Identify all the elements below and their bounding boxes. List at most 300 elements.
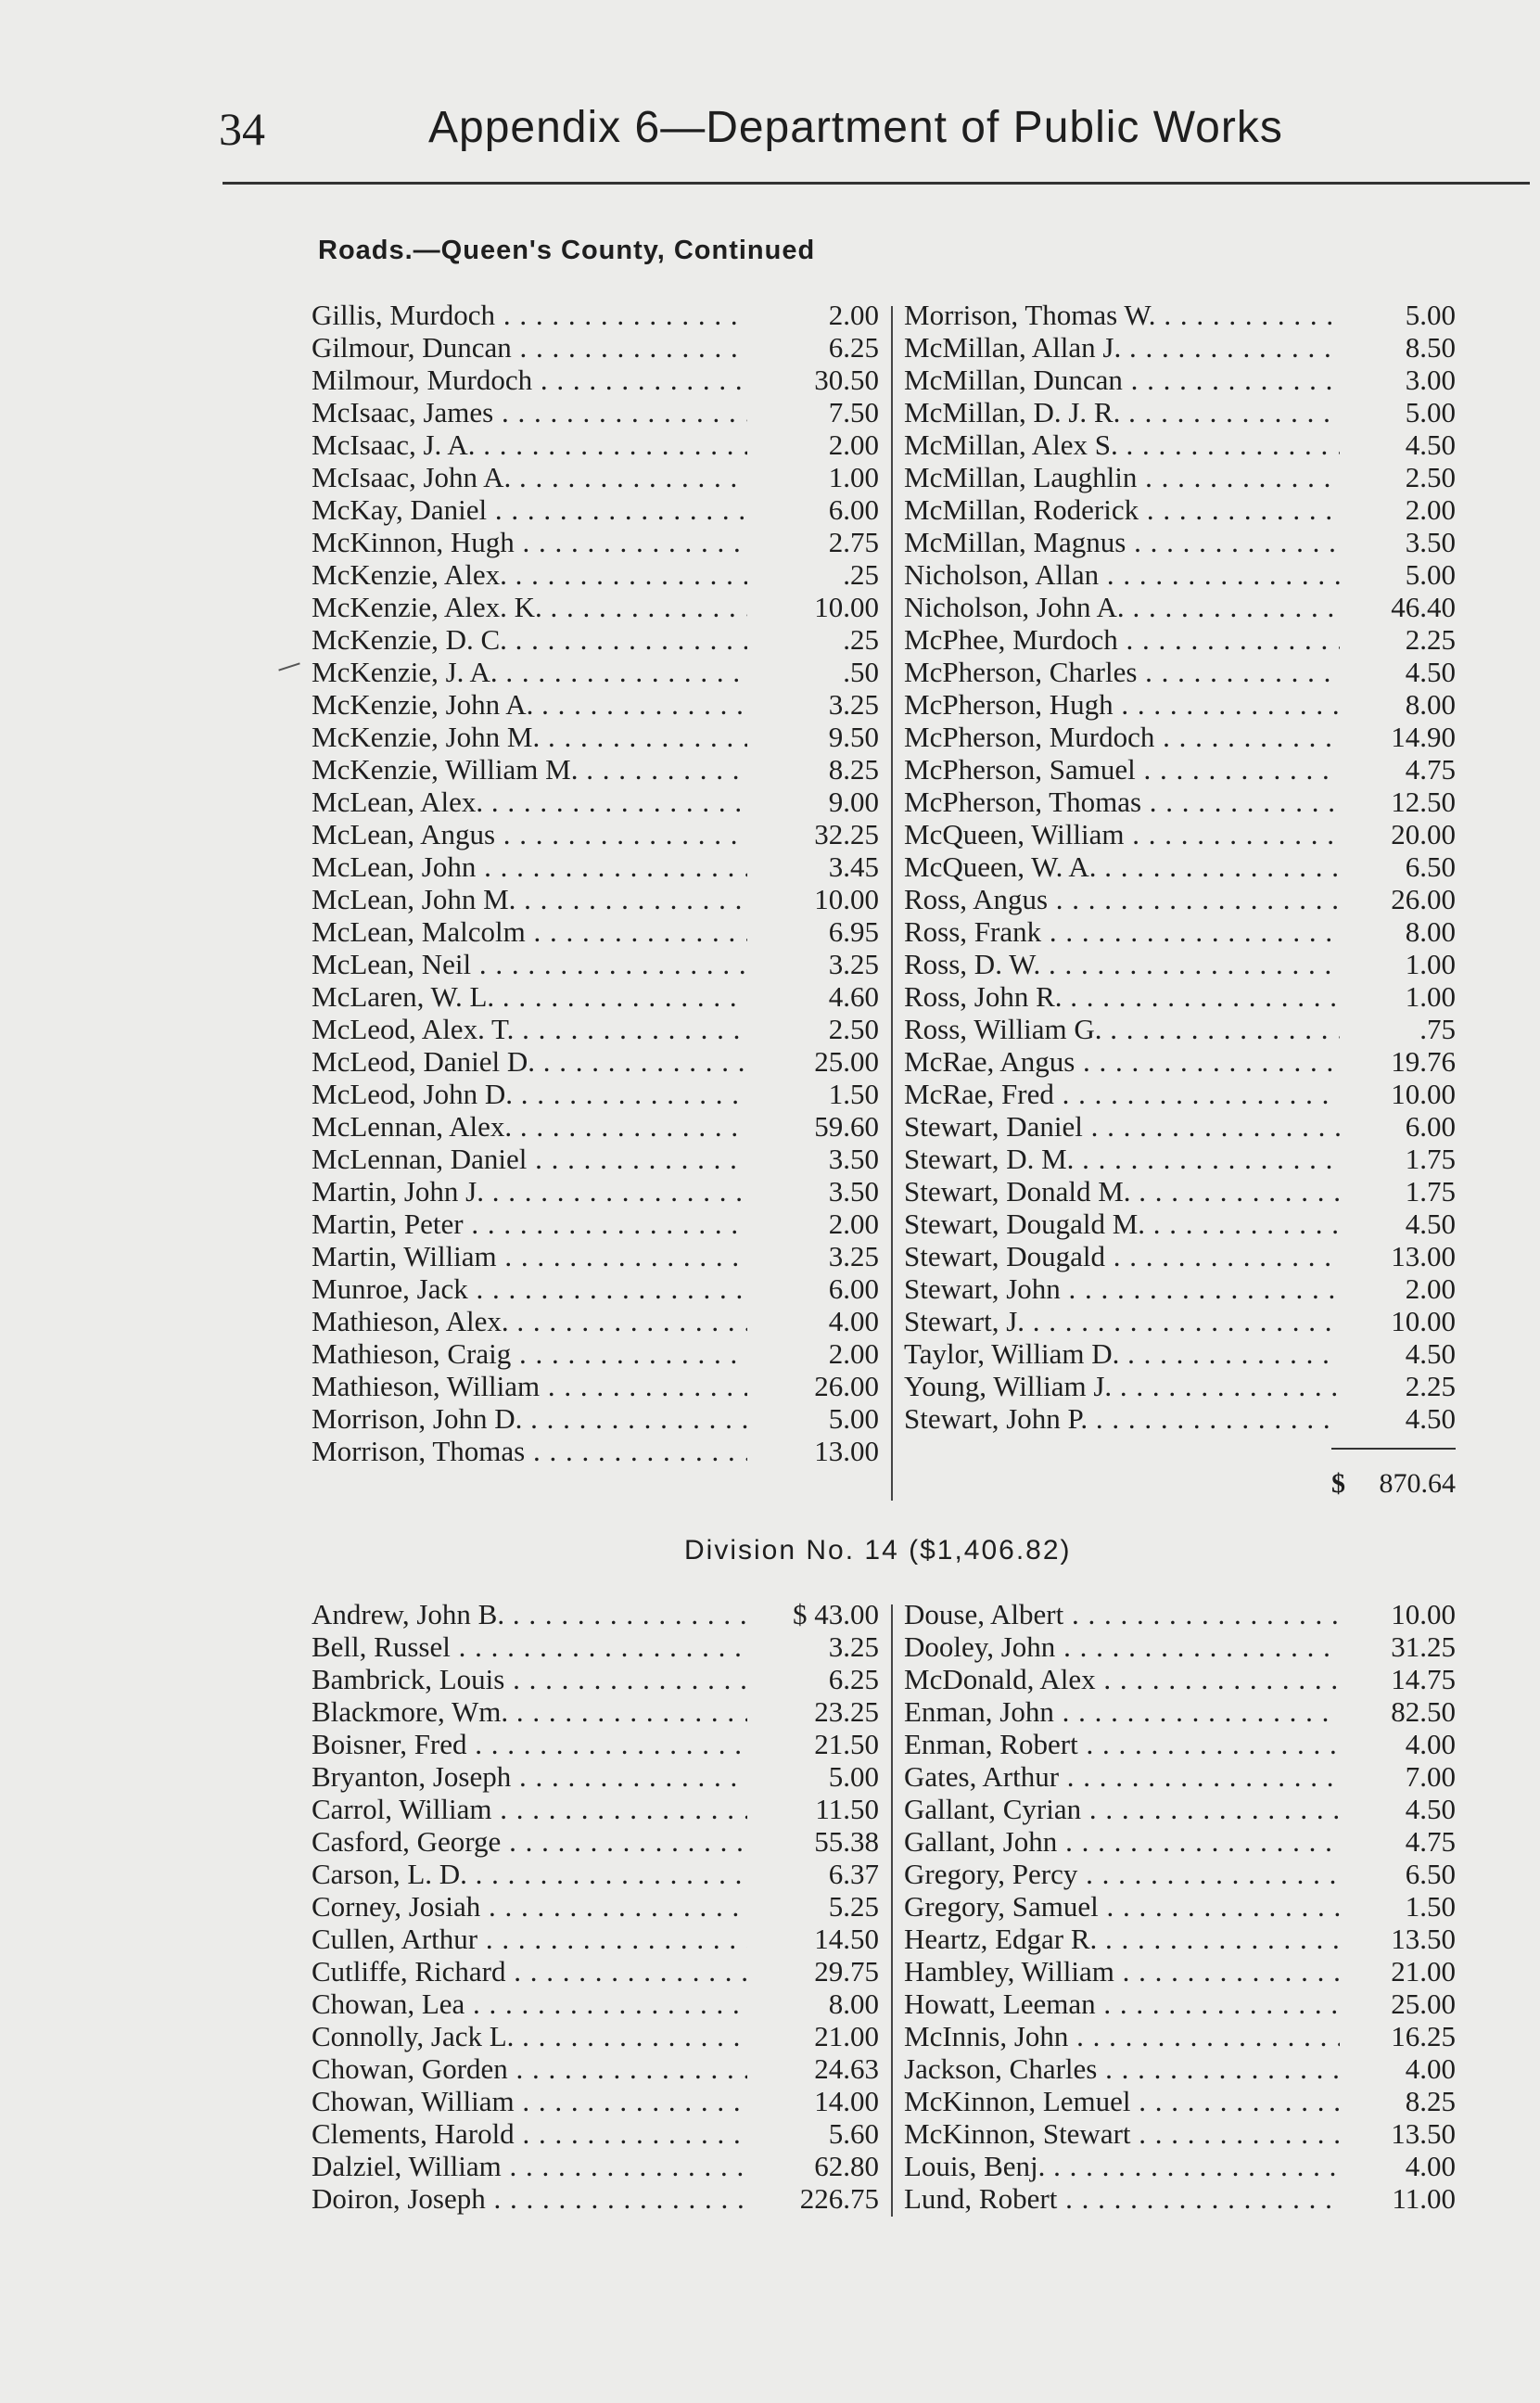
payment-amount: 10.00	[1391, 1305, 1456, 1337]
table-row	[312, 1208, 879, 1240]
table-row	[312, 2150, 879, 2182]
payee-name: McKenzie, William M. . . .	[312, 753, 747, 786]
payment-amount: 14.75	[1391, 1663, 1456, 1695]
payee-name: McLean, John . . .	[312, 850, 747, 884]
payee-name: Cullen, Arthur . . .	[312, 1923, 747, 1956]
payment-amount: 30.50	[814, 364, 879, 396]
table-row	[312, 2052, 879, 2085]
table-row	[904, 526, 1456, 558]
table-row	[904, 1402, 1456, 1435]
payment-amount: 2.75	[828, 526, 879, 558]
payment-amount: 2.50	[1405, 461, 1456, 493]
table-row	[904, 331, 1456, 364]
payment-amount: 4.00	[1405, 2150, 1456, 2182]
table-row	[312, 1988, 879, 2020]
table-row	[312, 1272, 879, 1305]
payment-amount: 19.76	[1391, 1045, 1456, 1078]
table-row	[904, 1143, 1456, 1175]
payment-amount: 13.00	[1391, 1240, 1456, 1272]
table-row	[904, 1078, 1456, 1110]
payment-amount: 3.50	[828, 1175, 879, 1208]
payee-name: Cutliffe, Richard . . .	[312, 1955, 747, 1988]
table-row	[312, 1630, 879, 1663]
table-row	[312, 428, 879, 461]
table-row	[904, 818, 1456, 850]
table-row	[904, 623, 1456, 656]
table-row	[312, 591, 879, 623]
page-header	[219, 102, 1331, 167]
payee-name: Ross, D. W. . . .	[904, 948, 1340, 981]
table-row	[312, 1663, 879, 1695]
payee-name: Mathieson, Alex. . . .	[312, 1305, 747, 1338]
payee-name: McKinnon, Lemuel . . .	[904, 2085, 1340, 2118]
table-row	[312, 1793, 879, 1825]
payment-amount: 3.25	[828, 1240, 879, 1272]
payee-name: McMillan, Laughlin . . .	[904, 461, 1340, 494]
payee-name: McLean, Neil . . .	[312, 948, 747, 981]
table-row	[904, 1272, 1456, 1305]
payment-amount: $ 43.00	[793, 1598, 879, 1630]
payment-amount: 3.25	[828, 1630, 879, 1663]
table-row	[904, 2182, 1456, 2215]
table-row	[904, 1923, 1456, 1955]
payee-name: McKenzie, D. C. . . .	[312, 623, 747, 657]
payee-name: McKenzie, Alex. . . .	[312, 558, 747, 592]
payment-amount: 4.00	[1405, 1728, 1456, 1760]
payment-amount: 10.00	[814, 883, 879, 915]
payee-name: Casford, George . . .	[312, 1825, 747, 1859]
payment-amount: 21.00	[1391, 1955, 1456, 1988]
column-divider	[891, 1604, 893, 2217]
running-title: Appendix 6—Department of Public Works	[428, 103, 1283, 152]
table-row	[312, 1728, 879, 1760]
payee-name: Carrol, William . . .	[312, 1793, 747, 1826]
payee-name: McLeod, Alex. T. . . .	[312, 1013, 747, 1046]
payee-name: McLeod, John D. . . .	[312, 1078, 747, 1111]
payee-name: Doiron, Joseph . . .	[312, 2182, 747, 2216]
table-row	[312, 980, 879, 1013]
payment-amount: 26.00	[814, 1370, 879, 1402]
table-row	[904, 1208, 1456, 1240]
payee-name: Nicholson, John A. . . .	[904, 591, 1340, 624]
table-row	[312, 1402, 879, 1435]
table-row	[312, 1370, 879, 1402]
table-row	[312, 461, 879, 493]
payee-name: Chowan, Lea . . .	[312, 1988, 747, 2021]
payee-name: McMillan, Magnus . . .	[904, 526, 1340, 559]
table-row	[312, 1240, 879, 1272]
payment-amount: 21.50	[814, 1728, 879, 1760]
payment-amount: 13.50	[1391, 2117, 1456, 2150]
table-row	[904, 1175, 1456, 1208]
payee-name: McIsaac, John A. . . .	[312, 461, 747, 494]
table-row	[904, 591, 1456, 623]
header-rule	[223, 182, 1530, 185]
total-rule	[1331, 1448, 1456, 1450]
payee-name: McIsaac, J. A. . . .	[312, 428, 747, 462]
table-row	[312, 883, 879, 915]
table-row	[904, 1630, 1456, 1663]
payee-name: McKinnon, Hugh . . .	[312, 526, 747, 559]
table-row	[312, 1110, 879, 1143]
table-row	[312, 688, 879, 721]
table-row	[904, 2085, 1456, 2117]
table-row	[904, 1890, 1456, 1923]
payee-name: McLean, John M. . . .	[312, 883, 747, 916]
payment-amount: 8.00	[1405, 915, 1456, 948]
payment-amount: 14.50	[814, 1923, 879, 1955]
payment-amount: 6.00	[828, 493, 879, 526]
table-row	[312, 2117, 879, 2150]
payment-amount: 12.50	[1391, 786, 1456, 818]
payment-amount: 24.63	[814, 2052, 879, 2085]
payment-amount: 9.50	[828, 721, 879, 753]
table-row	[904, 1240, 1456, 1272]
payee-name: Young, William J. . . .	[904, 1370, 1340, 1403]
table-row	[904, 1825, 1456, 1858]
table-row	[904, 1728, 1456, 1760]
division-right-column	[904, 1598, 1456, 2215]
payee-name: Martin, Peter . . .	[312, 1208, 747, 1241]
payee-name: Gillis, Murdoch . . .	[312, 299, 747, 332]
payee-name: McPherson, Samuel . . .	[904, 753, 1340, 786]
payment-amount: 3.00	[1405, 364, 1456, 396]
payment-amount: 29.75	[814, 1955, 879, 1988]
table-row	[904, 1045, 1456, 1078]
payment-amount: 6.00	[1405, 1110, 1456, 1143]
table-row	[312, 1143, 879, 1175]
payment-amount: 5.00	[1405, 299, 1456, 331]
payment-amount: 1.75	[1405, 1175, 1456, 1208]
table-row	[904, 1858, 1456, 1890]
payment-amount: 8.00	[1405, 688, 1456, 721]
payee-name: McPherson, Thomas . . .	[904, 786, 1340, 819]
payee-name: Morrison, Thomas . . .	[312, 1435, 747, 1468]
payment-amount: 8.00	[828, 1988, 879, 2020]
payment-amount: 5.00	[828, 1402, 879, 1435]
payment-amount: 7.00	[1405, 1760, 1456, 1793]
payment-amount: 25.00	[814, 1045, 879, 1078]
payment-amount: 4.60	[828, 980, 879, 1013]
payment-amount: 3.25	[828, 688, 879, 721]
payment-amount: 4.50	[1405, 1793, 1456, 1825]
payee-name: McLean, Angus . . .	[312, 818, 747, 851]
table-row	[312, 558, 879, 591]
payment-amount: 2.00	[828, 1337, 879, 1370]
payment-amount: 55.38	[814, 1825, 879, 1858]
payee-name: Andrew, John B. . . .	[312, 1598, 747, 1631]
payment-amount: .75	[1419, 1013, 1456, 1045]
payment-amount: 21.00	[814, 2020, 879, 2052]
table-row	[312, 915, 879, 948]
payee-name: Taylor, William D. . . .	[904, 1337, 1340, 1371]
table-row	[904, 850, 1456, 883]
table-row	[312, 1337, 879, 1370]
table-row	[312, 1890, 879, 1923]
payee-name: McInnis, John . . .	[904, 2020, 1340, 2053]
section-heading-roads: Roads.—Queen's County, Continued	[318, 236, 816, 265]
payment-amount: 5.00	[1405, 396, 1456, 428]
payee-name: McRae, Fred . . .	[904, 1078, 1340, 1111]
payee-name: McMillan, Alex S. . . .	[904, 428, 1340, 462]
payee-name: Gallant, Cyrian . . .	[904, 1793, 1340, 1826]
table-row	[904, 1305, 1456, 1337]
payment-amount: 4.75	[1405, 753, 1456, 786]
payment-amount: 1.75	[1405, 1143, 1456, 1175]
page-number: 34	[219, 103, 265, 155]
payment-amount: .25	[843, 558, 879, 591]
payment-amount: 7.50	[828, 396, 879, 428]
payee-name: Stewart, Donald M. . . .	[904, 1175, 1340, 1208]
table-row	[904, 1337, 1456, 1370]
payee-name: Stewart, Dougald M. . . .	[904, 1208, 1340, 1241]
payee-name: Chowan, William . . .	[312, 2085, 747, 2118]
payment-amount: 4.50	[1405, 1208, 1456, 1240]
payment-amount: 4.50	[1405, 1402, 1456, 1435]
payment-amount: 10.00	[1391, 1598, 1456, 1630]
payee-name: Carson, L. D. . . .	[312, 1858, 747, 1891]
payee-name: McPherson, Hugh . . .	[904, 688, 1340, 722]
payee-name: McLaren, W. L. . . .	[312, 980, 747, 1014]
payee-name: Ross, William G. . . .	[904, 1013, 1340, 1046]
table-row	[312, 1760, 879, 1793]
payee-name: McMillan, Allan J. . . .	[904, 331, 1340, 364]
payee-name: McPhee, Murdoch . . .	[904, 623, 1340, 657]
payee-name: Blackmore, Wm. . . .	[312, 1695, 747, 1729]
payee-name: McLennan, Alex. . . .	[312, 1110, 747, 1144]
payment-amount: 11.50	[815, 1793, 879, 1825]
section-heading-division-14: Division No. 14 ($1,406.82)	[684, 1535, 1072, 1566]
table-row	[312, 1955, 879, 1988]
table-row	[312, 656, 879, 688]
payee-name: McQueen, W. A. . . .	[904, 850, 1340, 884]
payee-name: Heartz, Edgar R. . . .	[904, 1923, 1340, 1956]
payment-amount: 1.50	[828, 1078, 879, 1110]
payee-name: Dooley, John . . .	[904, 1630, 1340, 1664]
table-row	[904, 493, 1456, 526]
roads-left-column	[312, 299, 879, 1467]
payee-name: McQueen, William . . .	[904, 818, 1340, 851]
division-left-column	[312, 1598, 879, 2215]
payee-name: McKenzie, J. A. . . .	[312, 656, 747, 689]
payee-name: Ross, John R. . . .	[904, 980, 1340, 1014]
payee-name: Mathieson, William . . .	[312, 1370, 747, 1403]
payee-name: Dalziel, William . . .	[312, 2150, 747, 2183]
table-row	[312, 850, 879, 883]
payee-name: Hambley, William . . .	[904, 1955, 1340, 1988]
payee-name: Ross, Angus . . .	[904, 883, 1340, 916]
payment-amount: 1.00	[1405, 948, 1456, 980]
payment-amount: 4.75	[1405, 1825, 1456, 1858]
payment-amount: 1.00	[828, 461, 879, 493]
payee-name: McKay, Daniel . . .	[312, 493, 747, 527]
table-row	[904, 1013, 1456, 1045]
payment-amount: 1.50	[1405, 1890, 1456, 1923]
table-row	[904, 2052, 1456, 2085]
payee-name: Lund, Robert . . .	[904, 2182, 1340, 2216]
payee-name: Douse, Albert . . .	[904, 1598, 1340, 1631]
table-row	[312, 623, 879, 656]
payment-amount: 46.40	[1391, 591, 1456, 623]
table-row	[904, 688, 1456, 721]
payment-amount: 3.50	[1405, 526, 1456, 558]
table-row	[904, 1598, 1456, 1630]
payee-name: Enman, John . . .	[904, 1695, 1340, 1729]
payment-amount: 11.00	[1392, 2182, 1456, 2215]
payment-amount: 2.00	[1405, 493, 1456, 526]
table-row	[312, 818, 879, 850]
payment-amount: 2.25	[1405, 1370, 1456, 1402]
payment-amount: 4.00	[1405, 2052, 1456, 2085]
payee-name: Gilmour, Duncan . . .	[312, 331, 747, 364]
payment-amount: 2.00	[1405, 1272, 1456, 1305]
payee-name: Martin, William . . .	[312, 1240, 747, 1273]
payment-amount: 59.60	[814, 1110, 879, 1143]
table-row	[312, 526, 879, 558]
payee-name: McPherson, Charles . . .	[904, 656, 1340, 689]
payee-name: McLean, Malcolm . . .	[312, 915, 747, 949]
table-row	[312, 299, 879, 331]
payment-amount: 20.00	[1391, 818, 1456, 850]
payee-name: Stewart, John P. . . .	[904, 1402, 1340, 1436]
payment-amount: 6.50	[1405, 1858, 1456, 1890]
payee-name: Clements, Harold . . .	[312, 2117, 747, 2151]
payment-amount: 226.75	[799, 2182, 879, 2215]
table-row	[904, 1110, 1456, 1143]
payee-name: Gregory, Percy . . .	[904, 1858, 1340, 1891]
payee-name: McLeod, Daniel D. . . .	[312, 1045, 747, 1079]
payee-name: McMillan, Roderick . . .	[904, 493, 1340, 527]
payment-amount: 2.00	[828, 299, 879, 331]
payee-name: Howatt, Leeman . . .	[904, 1988, 1340, 2021]
payee-name: Bell, Russel . . .	[312, 1630, 747, 1664]
payee-name: Martin, John J. . . .	[312, 1175, 747, 1208]
payment-amount: 6.25	[828, 331, 879, 364]
table-row	[312, 1435, 879, 1467]
payee-name: McKenzie, John A. . . .	[312, 688, 747, 722]
table-row	[312, 1858, 879, 1890]
payment-amount: 8.25	[828, 753, 879, 786]
payment-amount: 6.00	[828, 1272, 879, 1305]
roads-right-column	[904, 299, 1456, 1435]
payment-amount: 10.00	[1391, 1078, 1456, 1110]
payee-name: McLean, Alex. . . .	[312, 786, 747, 819]
payment-amount: 8.25	[1405, 2085, 1456, 2117]
table-row	[904, 656, 1456, 688]
table-row	[312, 1013, 879, 1045]
payee-name: Gallant, John . . .	[904, 1825, 1340, 1859]
payee-name: Gregory, Samuel . . .	[904, 1890, 1340, 1924]
table-row	[904, 1988, 1456, 2020]
payee-name: Stewart, John . . .	[904, 1272, 1340, 1306]
payment-amount: 13.00	[814, 1435, 879, 1467]
table-row	[312, 1045, 879, 1078]
payee-name: Chowan, Gorden . . .	[312, 2052, 747, 2086]
payee-name: McRae, Angus . . .	[904, 1045, 1340, 1079]
table-row	[904, 948, 1456, 980]
payment-amount: 32.25	[814, 818, 879, 850]
table-row	[312, 1305, 879, 1337]
table-row	[312, 721, 879, 753]
table-row	[904, 1695, 1456, 1728]
payment-amount: 2.00	[828, 428, 879, 461]
table-row	[312, 396, 879, 428]
payment-amount: 25.00	[1391, 1988, 1456, 2020]
payment-amount: 9.00	[828, 786, 879, 818]
table-row	[312, 1923, 879, 1955]
payee-name: Enman, Robert . . .	[904, 1728, 1340, 1761]
table-row	[904, 461, 1456, 493]
payment-amount: 6.25	[828, 1663, 879, 1695]
payee-name: Milmour, Murdoch . . .	[312, 364, 747, 397]
payee-name: McKenzie, Alex. K. . . .	[312, 591, 747, 624]
table-row	[312, 1695, 879, 1728]
payee-name: McMillan, D. J. R. . . .	[904, 396, 1340, 429]
table-row	[312, 493, 879, 526]
payment-amount: 2.00	[828, 1208, 879, 1240]
table-row	[904, 1793, 1456, 1825]
payment-amount: 2.25	[1405, 623, 1456, 656]
table-row	[312, 1825, 879, 1858]
table-row	[904, 980, 1456, 1013]
payment-amount: 6.37	[828, 1858, 879, 1890]
payee-name: McPherson, Murdoch . . .	[904, 721, 1340, 754]
margin-mark	[278, 662, 299, 671]
payment-amount: 10.00	[814, 591, 879, 623]
payee-name: Stewart, D. M. . . .	[904, 1143, 1340, 1176]
table-row	[312, 1078, 879, 1110]
payment-amount: 62.80	[814, 2150, 879, 2182]
table-row	[312, 1175, 879, 1208]
table-row	[312, 364, 879, 396]
payee-name: Nicholson, Allan . . .	[904, 558, 1340, 592]
payee-name: McKenzie, John M. . . .	[312, 721, 747, 754]
total-value: 870.64	[1379, 1468, 1456, 1499]
payee-name: Munroe, Jack . . .	[312, 1272, 747, 1306]
table-row	[312, 948, 879, 980]
table-row	[312, 786, 879, 818]
payment-amount: 23.25	[814, 1695, 879, 1728]
payee-name: Gates, Arthur . . .	[904, 1760, 1340, 1794]
table-row	[904, 1370, 1456, 1402]
payment-amount: 16.25	[1391, 2020, 1456, 2052]
payee-name: Bambrick, Louis . . .	[312, 1663, 747, 1696]
payee-name: McIsaac, James . . .	[312, 396, 747, 429]
table-row	[904, 364, 1456, 396]
table-row	[904, 721, 1456, 753]
payee-name: Stewart, Dougald . . .	[904, 1240, 1340, 1273]
payee-name: McKinnon, Stewart . . .	[904, 2117, 1340, 2151]
payment-amount: 3.45	[828, 850, 879, 883]
payment-amount: 4.50	[1405, 428, 1456, 461]
table-row	[312, 2085, 879, 2117]
table-row	[312, 1598, 879, 1630]
table-row	[312, 2182, 879, 2215]
payee-name: Boisner, Fred . . .	[312, 1728, 747, 1761]
payment-amount: 82.50	[1391, 1695, 1456, 1728]
table-row	[904, 299, 1456, 331]
payee-name: Mathieson, Craig . . .	[312, 1337, 747, 1371]
table-row	[904, 753, 1456, 786]
table-row	[904, 2020, 1456, 2052]
payment-amount: .25	[843, 623, 879, 656]
table-row	[904, 2150, 1456, 2182]
table-row	[904, 1955, 1456, 1988]
payment-amount: 4.50	[1405, 1337, 1456, 1370]
payee-name: Stewart, Daniel . . .	[904, 1110, 1340, 1144]
table-row	[904, 1760, 1456, 1793]
table-row	[904, 915, 1456, 948]
